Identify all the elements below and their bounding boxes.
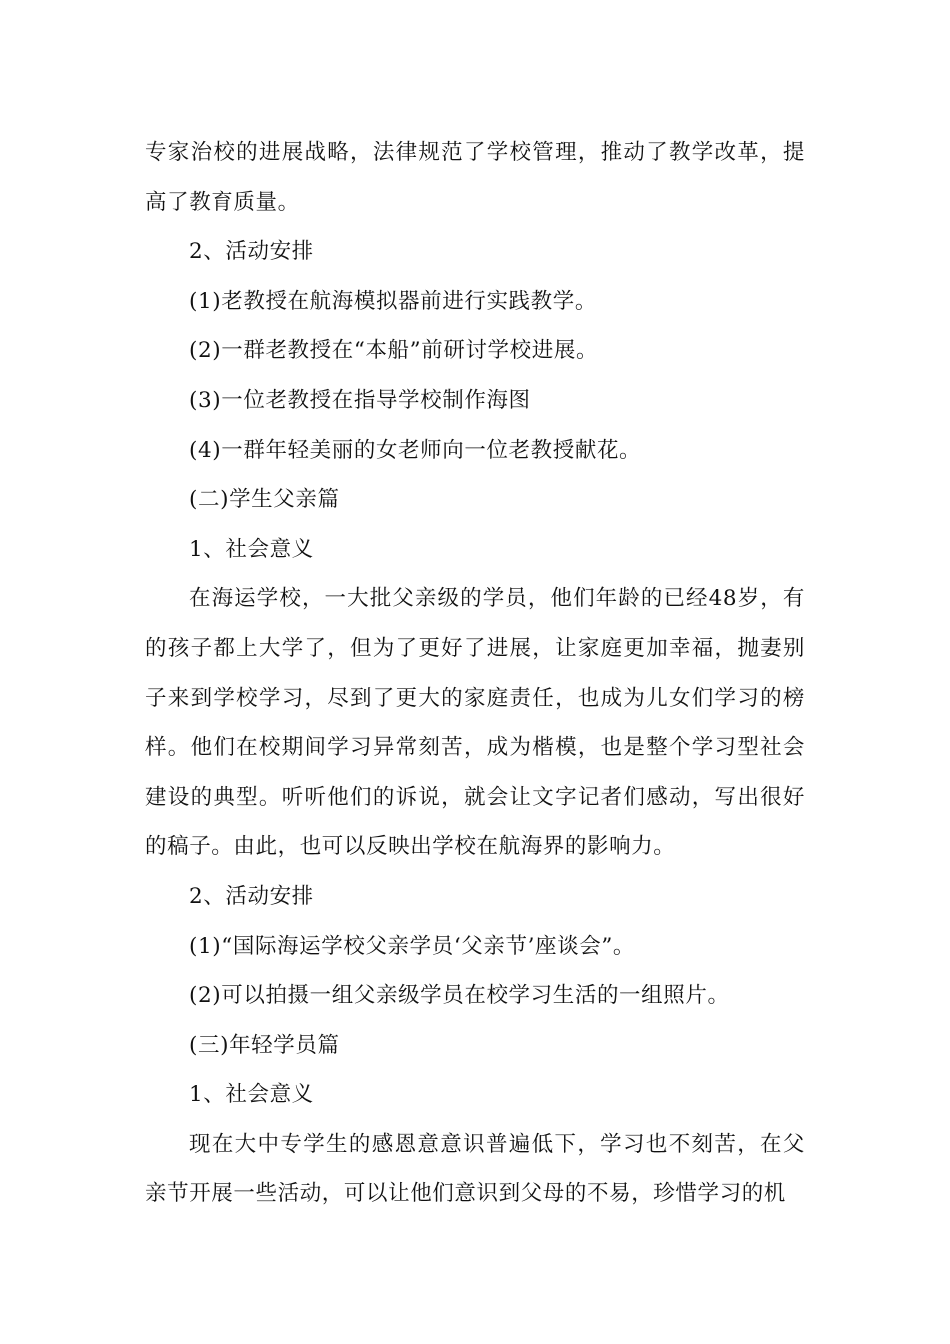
paragraph-1: 专家治校的进展战略，法律规范了学校管理，推动了教学改革，提高了教育质量。: [145, 140, 805, 215]
list-item-6: (2)可以拍摄一组父亲级学员在校学习生活的一组照片。: [189, 983, 730, 1009]
paragraph-young-students: 现在大中专学生的感恩意意识普遍低下，学习也不刻苦，在父亲节开展一些活动，可以让他们意识到父母的不易，珍惜学习的机: [145, 1131, 805, 1207]
paragraph-fathers: 在海运学校，一大批父亲级的学员，他们年龄的已经48岁，有的孩子都上大学了，但为了更好了进展，让家庭更加幸福，抛妻别子来到学校学习，尽到了更大的家庭责任，也成为儿女们学习的榜样。他们在校期间学习异常刻苦，成为楷模，也是整个学习型社会建设的典型。听听他们的诉说，就会让文字记者们感动，写出很好的稿子。由此，也可以反映出学校在航海界的影响力。: [145, 586, 805, 860]
section-heading-2: (二)学生父亲篇: [189, 487, 340, 513]
heading-activity-arrangement-2: 2、活动安排: [189, 883, 314, 909]
section-heading-3: (三)年轻学员篇: [189, 1032, 340, 1058]
list-item-3: (3)一位老教授在指导学校制作海图: [189, 387, 531, 413]
document-body: [145, 128, 805, 1219]
heading-activity-arrangement-1: 2、活动安排: [189, 239, 314, 265]
heading-social-significance-1: 1、社会意义: [189, 536, 314, 562]
heading-social-significance-2: 1、社会意义: [189, 1082, 314, 1108]
list-item-4: (4)一群年轻美丽的女老师向一位老教授献花。: [189, 437, 642, 463]
list-item-2: (2)一群老教授在“本船”前研讨学校进展。: [189, 338, 599, 364]
list-item-5: (1)“国际海运学校父亲学员‘父亲节’座谈会”。: [189, 933, 636, 959]
list-item-1: (1)老教授在航海模拟器前进行实践教学。: [189, 288, 597, 314]
